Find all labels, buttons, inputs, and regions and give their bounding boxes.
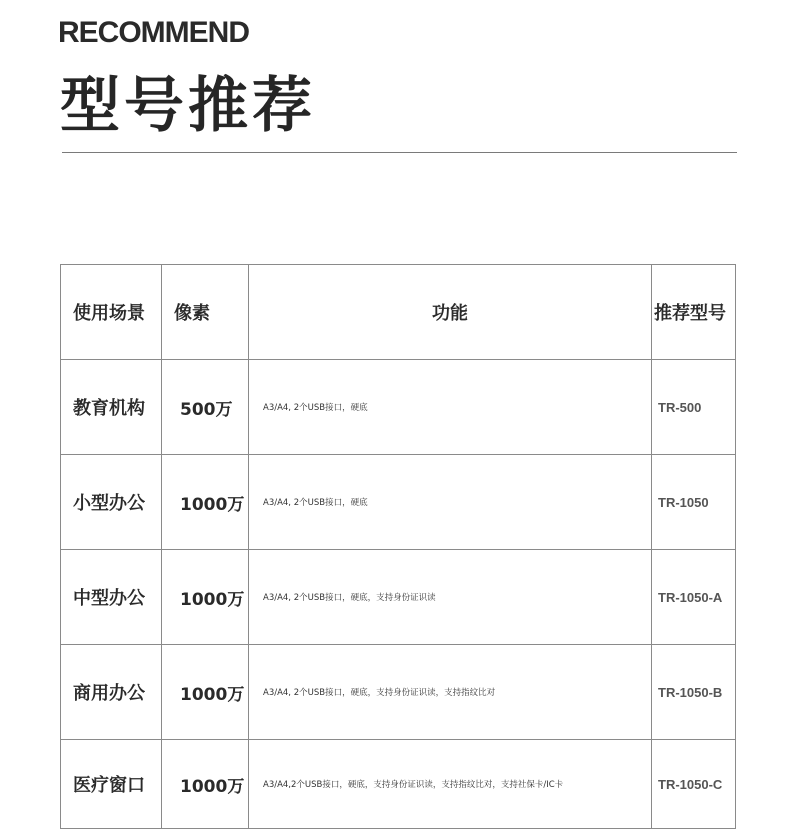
function-cell: A3/A4,2个USB接口，硬底，支持身份证识读，支持指纹比对，支持社保卡/IC卡 — [249, 740, 652, 829]
model-cell: TR-500 — [652, 360, 736, 455]
scene-cell: 教育机构 — [61, 360, 162, 455]
column-header-pixels: 像素 — [162, 265, 249, 360]
column-header-model: 推荐型号 — [652, 265, 736, 360]
recommend-eyebrow: RECOMMEND — [58, 16, 249, 49]
function-cell: A3/A4, 2个USB接口，硬底，支持身份证识读，支持指纹比对 — [249, 645, 652, 740]
function-cell: A3/A4, 2个USB接口，硬底 — [249, 360, 652, 455]
pixels-cell: 500万 — [162, 360, 249, 455]
table-row — [61, 360, 736, 455]
table-header-row — [61, 265, 736, 360]
model-cell: TR-1050-B — [652, 645, 736, 740]
model-cell: TR-1050-C — [652, 740, 736, 829]
pixels-cell: 1000万 — [162, 740, 249, 829]
table-row — [61, 550, 736, 645]
scene-cell: 中型办公 — [61, 550, 162, 645]
scene-cell: 小型办公 — [61, 455, 162, 550]
function-cell: A3/A4, 2个USB接口，硬底，支持身份证识读 — [249, 550, 652, 645]
scene-cell: 商用办公 — [61, 645, 162, 740]
function-cell: A3/A4, 2个USB接口，硬底 — [249, 455, 652, 550]
model-cell: TR-1050-A — [652, 550, 736, 645]
table-row — [61, 740, 736, 829]
scene-cell: 医疗窗口 — [61, 740, 162, 829]
model-cell: TR-1050 — [652, 455, 736, 550]
table-row — [61, 455, 736, 550]
table-row — [61, 645, 736, 740]
page-title: 型号推荐 — [60, 71, 316, 141]
pixels-cell: 1000万 — [162, 550, 249, 645]
title-divider — [62, 152, 737, 153]
pixels-cell: 1000万 — [162, 645, 249, 740]
model-recommendation-table — [60, 264, 736, 829]
pixels-cell: 1000万 — [162, 455, 249, 550]
column-header-function: 功能 — [249, 265, 652, 360]
column-header-scene: 使用场景 — [61, 265, 162, 360]
